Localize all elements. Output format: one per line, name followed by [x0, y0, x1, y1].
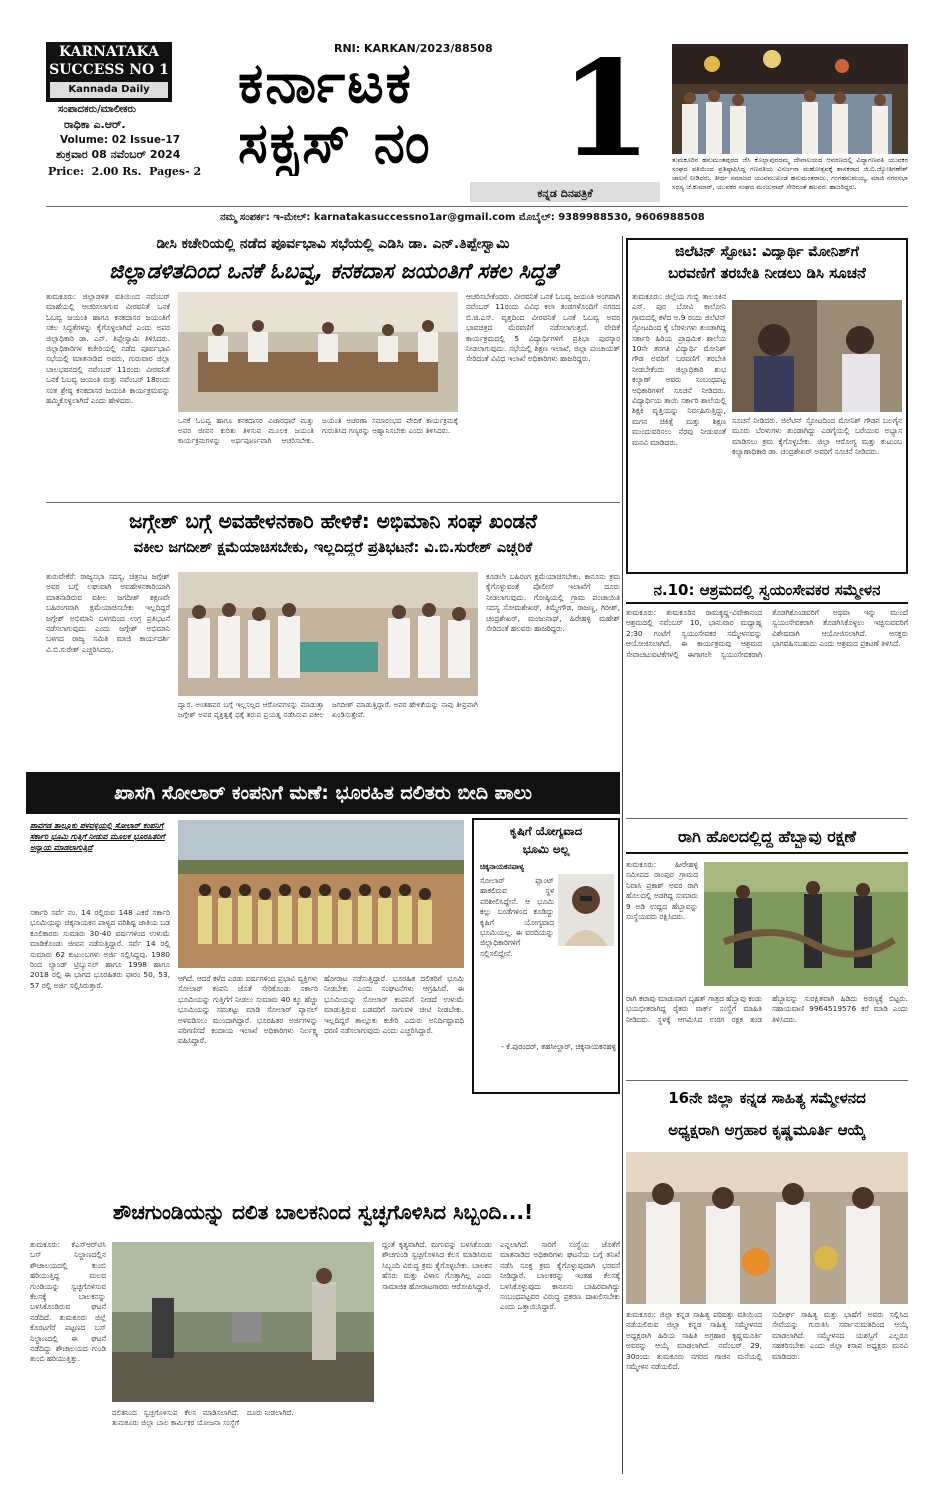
story-gelatin-blast: [626, 238, 908, 574]
paper-subtitle-text: ಕನ್ನಡ ದಿನಪತ್ರಿಕೆ: [537, 187, 593, 200]
story1-photo: [178, 292, 458, 412]
story7-headline-line2: ಅಧ್ಯಕ್ಷರಾಗಿ ಅಗ್ರಹಾರ ಕೃಷ್ಣಮೂರ್ತಿ ಆಯ್ಕೆ: [668, 1121, 866, 1139]
story6-headline: ರಾಗಿ ಹೊಲದಲ್ಲಿದ್ದ ಹೆಬ್ಬಾವು ರಕ್ಷಣೆ: [626, 822, 908, 854]
story8-col2: ದ್ದಂತೆ ಕೃತ್ಯವಾಗಿದೆ. ಮಗುವನ್ನು ಬಳಸಿಕೊಂಡು ಶೌಚಗುಂಡಿ ಸ್ವಚ್ಛಗೊಳಿಸಿದ ಕೆಲಸ ಮಾಡಿಸಿರುವ ಸಿಬ್ಬಂದಿ ವಿರುದ್ಧ ಕ್ರಮ ಕೈಗೊಳ್ಳಬೇಕು. ಬಾಲಕನ ಹೆಸರು ಮತ್ತು ವಿಳಾಸ ಗೊತ್ತಾಗಿಲ್ಲ ಎಂದು ಸಾಮಾಜಿಕ ಹೋರಾಟಗಾರರು ಆರೋಪಿಸಿದ್ದಾರೆ.: [382, 1240, 492, 1291]
masthead: [0, 0, 945, 223]
box-land-text: ಸೋಲಾರ್ ಪ್ಲಾಂಟ್ ಹಾಕಲಿರುವ ಸ್ಥಳ ಪರಿಶೀಲಿಸಿದ್ದೇನೆ. ಆ ಭೂಮಿ ಕಲ್ಲು ಬಂಡೆಗಳಿಂದ ಕೂಡಿದ್ದು ಕೃಷಿಗೆ ಯೋಗ್ಯವಾದ ಭೂಮಿಯಲ್ಲ. ಈ ವರದಿಯನ್ನು ಜಿಲ್ಲಾಧಿಕಾರಿಗಳಿಗೆ ಸಲ್ಲಿಸಲಿದ್ದೇನೆ.: [480, 876, 554, 958]
section-rule-1: [46, 502, 620, 503]
box-land-signature: - ಕೆ.ಪುರಂದರ್, ತಹಸೀಲ್ದಾರ್, ಚಿಕ್ಕನಾಯಕನಹಳ್ಳಿ: [501, 1042, 616, 1051]
story1-col-right: ಆಚರಿಸಬೇಕೆಂದರು. ವೀರವನಿತೆ ಒನಕೆ ಓಬವ್ವ ಜಯಂತಿ ಅಂಗವಾಗಿ ನವೆಂಬರ್ 11ರಂದು ವಿವಿಧ ಕಲಾ ತಂಡಗಳೊಂದಿಗೆ ನಗರದ ಬಿ.ಜಿ.ಎಸ್. ವೃತ್ತದಿಂದ ವೀರವನಿತೆ ಒನಕೆ ಓಬವ್ವ ಅವರ ಭಾವಚಿತ್ರದ ಮೆರವಣಿಗೆ ನಡೆಸಲಾಗುತ್ತದೆ. ವೇದಿಕೆ ಕಾರ್ಯಕ್ರಮದಲ್ಲಿ 5 ವಿದ್ಯಾರ್ಥಿಗಳಿಗೆ ಪ್ರತಿಭಾ ಪುರಸ್ಕಾರ ನೀಡಲಾಗುವುದು. ಸಭೆಯಲ್ಲಿ ಶಿಕ್ಷಣ ಇಲಾಖೆ, ಜಿಲ್ಲಾ ಪಂಚಾಯತ್ ಸೇರಿದಂತೆ ವಿವಿಧ ಇಲಾಖೆ ಅಧಿಕಾರಿಗಳು ಹಾಜರಿದ್ದರು.: [466, 292, 620, 364]
story6-photo: [704, 862, 908, 986]
editor-name: ರಾಧಿಕಾ ಎ.ಆರ್.: [64, 118, 126, 131]
story7-col1: ತುಮಕೂರು: ಜಿಲ್ಲಾ ಕನ್ನಡ ಸಾಹಿತ್ಯ ಪರಿಷತ್ತು ವತಿಯಿಂದ ನಡೆಯಲಿರುವ ಜಿಲ್ಲಾ ಕನ್ನಡ ಸಾಹಿತ್ಯ ಸಮ್ಮೇಳನದ ಅಧ್ಯಕ್ಷರಾಗಿ ಹಿರಿಯ ಸಾಹಿತಿ ಅಗ್ರಹಾರ ಕೃಷ್ಣಮೂರ್ತಿ ಅವರನ್ನು ಆಯ್ಕೆ ಮಾಡಲಾಗಿದೆ. ನವೆಂಬರ್ 29, 30ರಂದು ತುಮಕೂರು ನಗರದ ಗಾಜಿನ ಮನೆಯಲ್ಲಿ ಸಮ್ಮೇಳನ ನಡೆಯಲಿದೆ.: [626, 1310, 762, 1372]
story5-col3: ಹೋರಾಟ ನಡೆಸುತ್ತಿದ್ದಾರೆ. ಭೂರಹಿತ ದಲಿತರಿಗೆ ಭೂಮಿ ನೀಡಬೇಕು ಎಂದು ಸಂಘಟನೆಗಳು ಆಗ್ರಹಿಸಿವೆ. ಈ ಭೂಮಿಯನ್ನು ಸೋಲಾರ್ ಕಂಪನಿಗೆ ನೀಡದೆ ಉಳುಮೆ ಮಾಡುತ್ತಿರುವ ಬಡವರಿಗೆ ಸಾಗುವಳಿ ಚೀಟಿ ನೀಡಬೇಕು. ಇಲ್ಲದಿದ್ದರೆ ತಾಲ್ಲೂಕು ಕಚೇರಿ ಎದುರು ಅನಿರ್ದಿಷ್ಟಾವಧಿ ಧರಣಿ ನಡೆಸಲಾಗುವುದು ಎಂದು ಎಚ್ಚರಿಸಿದ್ದಾರೆ.: [324, 974, 464, 1036]
story1-kicker: ಡೀಸಿ ಕಚೇರಿಯಲ್ಲಿ ನಡೆದ ಪೂರ್ವಭಾವಿ ಸಭೆಯಲ್ಲಿ ಎಡಿಸಿ ಡಾ. ಎನ್.ತಿಪ್ಪೇಸ್ವಾಮಿ: [156, 236, 510, 252]
story2-photo: [732, 300, 902, 412]
tahsildar-portrait: [558, 874, 614, 946]
story2-headline: ಬರವಣಿಗೆ ತರಬೇತಿ ನೀಡಲು ಡಿಸಿ ಸೂಚನೆ: [668, 264, 866, 282]
story4-text: ತುಮಕೂರು: ತುಮಕೂರಿನ ರಾಮಕೃಷ್ಣ-ವಿವೇಕಾನಂದ ಆಶ್ರಮದಲ್ಲಿ ನವೆಂಬರ್ 10, ಭಾನುವಾರ ಮಧ್ಯಾಹ್ನ 2:30 ಗಂಟೆಗೆ ಸ್ವಯಂಸೇವಕರ ಸಮ್ಮೇಳನವನ್ನು ಆಯೋಜಿಸಲಾಗಿದೆ. ಈ ಕಾರ್ಯಕ್ರಮವು ಆಶ್ರಮದ ಸೇವಾಚಟುವಟಿಕೆಗಳಲ್ಲಿ ಈಗಾಗಲೇ ಸ್ವಯಂಸೇವಕರಾಗಿ ತೊಡಗಿಕೊಂಡವರಿಗೆ ಅಥವಾ ಇನ್ನು ಮುಂದೆ ಸ್ವಯಂಸೇವಕರಾಗಿ ತೊಡಗಿಸಿಕೊಳ್ಳಲು ಇಚ್ಛಿಸುವವರಿಗೆ ವಿಶೇಷವಾಗಿ ಆಯೋಜಿಸಲಾಗಿದೆ. ಆಸಕ್ತರು ಭಾಗವಹಿಸಬಹುದು ಎಂದು ಆಶ್ರಮದ ಪ್ರಕಟಣೆ ತಿಳಿಸಿದೆ.: [626, 608, 908, 659]
story5-banner: [26, 772, 620, 814]
story-jaggesh-remark: [46, 506, 620, 768]
story-literary-conference: [626, 1084, 908, 1474]
box-not-cultivable: [472, 818, 620, 1094]
story6-col-bottom: ರಾಗಿ ಕಟಾವು ಮಾಡುವಾಗ ಬೃಹತ್ ಗಾತ್ರದ ಹೆಬ್ಬಾವು ಕಂಡು ಭಯಭೀತರಾಗಿದ್ದ ರೈತರು ವಾರ್ಕ್ ಸಂಸ್ಥೆಗೆ ಮಾಹಿತಿ ನೀಡಿದರು. ಸ್ಥಳಕ್ಕೆ ಆಗಮಿಸಿದ ಉರಗ ರಕ್ಷಕ ತಂಡ ಹೆಬ್ಬಾವನ್ನು ಸುರಕ್ಷಿತವಾಗಿ ಹಿಡಿದು ಅರಣ್ಯಕ್ಕೆ ಬಿಟ್ಟರು. ಸಹಾಯವಾಣಿ 9964519576 ಕರೆ ಮಾಡಿ ಎಂದು ತಿಳಿಸಿದರು.: [626, 994, 908, 1024]
story2-kicker: ಜಿಲೆಟಿನ್ ಸ್ಫೋಟ: ವಿದ್ಯಾರ್ಥಿ ಮೋನಿಶ್‌ಗೆ: [675, 244, 859, 260]
story8-photo: [112, 1242, 374, 1402]
story3-col1: ತುರುವೇಕೆರೆ: ರಾಜ್ಯಸಭಾ ಸದಸ್ಯ, ಚಿತ್ರನಟ ಜಗ್ಗೇಶ್ ಅವರ ಬಗ್ಗೆ ಲಘುವಾಗಿ ಅವಹೇಳನಕಾರಿಯಾಗಿ ಮಾತನಾಡಿರುವ ವಕೀಲ ಜಗದೀಶ್ ತಕ್ಷಣವೇ ಬಹಿರಂಗವಾಗಿ ಕ್ಷಮೆಯಾಚಿಸಬೇಕು ಇಲ್ಲದಿದ್ದರೆ ಜಗ್ಗೇಶ್ ಅಭಿಮಾನಿ ಬಳಗದಿಂದ ಉಗ್ರ ಪ್ರತಿಭಟನೆ ನಡೆಸಲಾಗುವುದು ಎಂದು ಜಗ್ಗೇಶ್ ಅಭಿಮಾನಿ ಬಳಗದ ರಾಜ್ಯ ಸಮಿತಿ ಮಾಜಿ ಕಾರ್ಯದರ್ಶಿ ವಿ.ಬಿ.ಸುರೇಶ್ ಎಚ್ಚರಿಸಿದರು.: [46, 572, 170, 654]
story-toilet-pit: [26, 1194, 620, 1474]
paper-subtitle: [470, 182, 660, 202]
section-rule-2: [626, 818, 908, 819]
story2-col2: ಸೂಚನೆ ನೀಡಿದರು. ಜಿಲೆಟಿನ್ ಸ್ಫೋಟದಿಂದ ಮೋನಿಶ್ ಗೌಡನ ಬಲಗೈನ ಮೂರು ಬೆರಳುಗಳು ತುಂಡಾಗಿದ್ದು ಎಡಗೈಯಲ್ಲಿ ಬರೆಯುವ ಅಭ್ಯಾಸ ಮಾಡಿಸಲು ಕ್ರಮ ಕೈಗೊಳ್ಳಬೇಕು. ಜಿಲ್ಲಾ ಆರೋಗ್ಯ ಮತ್ತು ಕುಟುಂಬ ಕಲ್ಯಾಣಾಧಿಕಾರಿ ಡಾ. ಚಂದ್ರಶೇಖರ್ ಅವರಿಗೆ ಸೂಚನೆ ನೀಡಿದರು.: [732, 416, 902, 457]
issue-date: ಶುಕ್ರವಾರ 08 ನವೆಂಬರ್ 2024: [56, 148, 181, 161]
rni-number: RNI: KARKAN/2023/88508: [334, 42, 493, 55]
story8-photo-caption: ದಲಿತನಿಂದ ಸ್ವಚ್ಛಗೊಳಿಸುವ ಕೆಲಸ ಮಾಡಿಸಲಾಗಿದೆ. ತುಮಕೂರು ಜಿಲ್ಲಾ ಬಾಲ ಕಾರ್ಮಿಕರ ಯೋಜನಾ ಸಂಸ್ಥೆಗೆ ದೂರು ನೀಡಲಾಗಿದೆ.: [112, 1408, 294, 1427]
section-rule-3: [626, 1080, 908, 1081]
story5-col1: ಸರ್ಕಾರಿ ಸರ್ವೆ ನಂ. 14 ರಲ್ಲಿರುವ 148 ಎಕರೆ ಸರ್ಕಾರಿ ಭೂಮಿಯನ್ನು ಚಿಕ್ಕನಾಯಕನ ಪಾಳ್ಯದ ಪರಿಶಿಷ್ಟ ಜಾತಿಯ ಬಡ ಕೂಲಿಕಾರರು ಸುಮಾರು 30-40 ವರ್ಷಗಳಿಂದ ಉಳುಮೆ ಮಾಡಿಕೊಂಡು ಜೀವನ ನಡೆಸುತ್ತಿದ್ದಾರೆ. ಸರ್ವೆ 14 ರಲ್ಲಿ ಸುಮಾರು 62 ಕುಟುಂಬಗಳು ಅರ್ಜಿ ಸಲ್ಲಿಸಿದ್ದವು. 1980 ರಿಂದ ಲ್ಯಾಂಡ್ ಟ್ರಿಬ್ಯುನಲ್ ಹಾಗೂ 1998 ಹಾಗೂ 2018 ರಲ್ಲಿ ಈ ಭಾಗದ ಭೂರಹಿತರು ಫಾರಂ 50, 53, 57 ರಲ್ಲಿ ಅರ್ಜಿ ಸಲ್ಲಿಸಿರುತ್ತಾರೆ.: [30, 908, 170, 990]
story1-col1: ತುಮಕೂರು: ಜಿಲ್ಲಾಡಳಿತ ವತಿಯಿಂದ ನವೆಂಬರ್ ಮಾಹೆಯಲ್ಲಿ ಆಚರಿಸಲಾಗುವ ವೀರವನಿತೆ ಒನಕೆ ಓಬವ್ವ ಜಯಂತಿ ಹಾಗೂ ಕನಕದಾಸರ ಜಯಂತಿಗೆ ಸಕಲ ಸಿದ್ಧತೆಗಳನ್ನು ಕೈಗೊಳ್ಳಲಾಗಿದೆ ಎಂದು ಅಪರ ಜಿಲ್ಲಾಧಿಕಾರಿ ಡಾ. ಎನ್. ತಿಪ್ಪೇಸ್ವಾಮಿ ತಿಳಿಸಿದರು. ಜಿಲ್ಲಾಧಿಕಾರಿಗಳ ಕಚೇರಿಯಲ್ಲಿ ನಡೆದ ಪೂರ್ವಭಾವಿ ಸಭೆಯಲ್ಲಿ ಮಾತನಾಡಿದ ಅವರು, ಗುರುವಾರ ಜಿಲ್ಲಾ ಬಾಲಭವನದಲ್ಲಿ ನವೆಂಬರ್ 11ರಂದು ವೀರವನಿತೆ ಒನಕೆ ಓಬವ್ವ ಜಯಂತಿ ಮತ್ತು ನವೆಂಬರ್ 18ರಂದು ಸಂತ ಶ್ರೇಷ್ಠ ಕನಕದಾಸರ ಜಯಂತಿ ಕಾರ್ಯಕ್ರಮವನ್ನು ಹಮ್ಮಿಕೊಳ್ಳಲಾಗಿದೆ ಎಂದು ಹೇಳಿದರು.: [46, 292, 170, 406]
masthead-badge: [46, 42, 172, 102]
price-pages: Price: 2.00 Rs. Pages- 2: [48, 165, 202, 178]
story8-col1: ತುಮಕೂರು: ಕೆಎಸ್‌ಆರ್‌ಟಿಸಿ ಬಸ್ ನಿಲ್ದಾಣದಲ್ಲಿನ ಶೌಚಾಲಯದಲ್ಲಿ ತುಂಬಿ ಹರಿಯುತ್ತಿದ್ದ ಮಲದ ಗುಂಡಿಯನ್ನು ಸ್ವಚ್ಛಗೊಳಿಸುವ ಕೆಲಸಕ್ಕೆ ಬಾಲಕನನ್ನು ಬಳಸಿಕೊಂಡಿರುವ ಘಟನೆ ನಡೆದಿದೆ. ತುಮಕೂರು ಜಿಲ್ಲೆ ಕೊರಟಗೆರೆ ಪಟ್ಟಣದ ಬಸ್ ನಿಲ್ದಾಣದಲ್ಲಿ ಈ ಘಟನೆ ನಡೆದಿದ್ದು ಶೌಚಾಲಯದ ಗುಂಡಿ ತುಂಬಿ ಹರಿಯುತ್ತಿತ್ತು.: [30, 1240, 106, 1364]
story-volunteers-meet: [626, 578, 908, 818]
story1-headline: ಜಿಲ್ಲಾಡಳಿತದಿಂದ ಒನಕೆ ಓಬವ್ವ, ಕನಕದಾಸ ಜಯಂತಿಗೆ ಸಕಲ ಸಿದ್ಧತೆ: [108, 259, 558, 283]
story5-lede: ಪಾವಗಡ ತಾಲ್ಲೂಕು ಪಳವಳ್ಳಿಯಲ್ಲಿ ಸೋಲಾರ್ ಕಂಪನಿಗೆ ಸರ್ಕಾರಿ ಭೂಮಿ ಗುತ್ತಿಗೆ ನೀಡುವ ಮೂಲಕ ಭೂರಹಿತರಿಗೆ ಅನ್ಯಾಯ ಮಾಡಲಾಗುತ್ತಿದೆ: [30, 821, 165, 852]
column-rule-1: [622, 236, 623, 1474]
story7-headline-line1: 16ನೇ ಜಿಲ್ಲಾ ಕನ್ನಡ ಸಾಹಿತ್ಯ ಸಮ್ಮೇಳನದ: [668, 1089, 866, 1107]
story3-photo: [178, 572, 478, 696]
story4-headline: ನ.10: ಆಶ್ರಮದಲ್ಲಿ ಸ್ವಯಂಸೇವಕರ ಸಮ್ಮೇಳನ: [626, 578, 908, 604]
paper-title-number: 1: [560, 40, 652, 180]
story7-photo: [626, 1152, 908, 1304]
story8-col3: ಎನ್ನಲಾಗಿದೆ. ಸಾರಿಗೆ ಸಂಸ್ಥೆಯ ಜೊತೆಗೆ ಮಾತನಾಡಿದ ಅಧಿಕಾರಿಗಳು ಘಟನೆಯ ಬಗ್ಗೆ ತನಿಖೆ ನಡೆಸಿ ಸೂಕ್ತ ಕ್ರಮ ಕೈಗೊಳ್ಳುವುದಾಗಿ ಭರವಸೆ ನೀಡಿದ್ದಾರೆ. ಬಾಲಕರನ್ನು ಇಂತಹ ಕೆಲಸಕ್ಕೆ ಬಳಸಿಕೊಳ್ಳುವುದು ಕಾನೂನು ಬಾಹಿರವಾಗಿದ್ದು ಸಂಬಂಧಪಟ್ಟವರ ವಿರುದ್ಧ ಪ್ರಕರಣ ದಾಖಲಿಸಬೇಕು ಎಂದು ಒತ್ತಾಯಿಸಿದ್ದಾರೆ.: [500, 1240, 620, 1312]
badge-success: SUCCESS NO 1: [49, 62, 169, 78]
top-news-caption: ತುಮಕೂರಿನ ಹನುಮಂತಪುರದ ಜೆಸಿ ಕೊಲ್ಲಾಪುರದಮ್ಮ ದೇವಾಲಯದ ಆವರಣದಲ್ಲಿ ವಿದ್ಯಾಗಣಪತಿ ಯುವಕರ ಸಂಘದ ವತಿಯಿಂದ ಪ್ರತಿಷ್ಠಾಪಿಸಿದ್ದ ಗಣಪತಿಯ ವಿಸರ್ಜನಾ ಮಹೋತ್ಸವಕ್ಕೆ ಶಾಸಕರಾದ ಜಿ.ಬಿ.ಜ್ಯೋತಿಗಣೇಶ್ ಚಾಲನೆ ನೀಡಿದರು. ತೀರ್ಥ ಸಮಾಜದ ಯುವಮುಖಂಡ ಹನುಮಂತರಾಜು, ಗಂಗಹನುಮಯ್ಯ, ಮಾಜಿ ನಗರಸಭಾ ಸದಸ್ಯ ಜೆ.ಕುಮಾರ್, ಯುವಕರ ಸಂಘದ ಮಂಜುನಾಥ್ ಸೇರಿದಂತೆ ಹಲವರು ಹಾಜರಿದ್ದರು.: [672, 156, 908, 191]
story3-headline: ಜಗ್ಗೇಶ್ ಬಗ್ಗೆ ಅವಹೇಳನಕಾರಿ ಹೇಳಿಕೆ: ಅಭಿಮಾನಿ ಸಂಘ ಖಂಡನೆ: [128, 509, 538, 533]
story6-col1: ತುಮಕೂರು: ಹೀರೇಹಳ್ಳಿ ಸಮೀಪದ ರಾಂಪುರ ಗ್ರಾಮದ ನಿವಾಸಿ ಪ್ರಕಾಶ್ ಅವರ ರಾಗಿ ಹೊಲದಲ್ಲಿ ಅಡಗಿದ್ದ ಸುಮಾರು 9 ಅಡಿ ಉದ್ದದ ಹೆಬ್ಬಾವನ್ನು ಸಂಸ್ಥೆಯವರು ರಕ್ಷಿಸಿದರು.: [626, 860, 698, 922]
top-news-photo: [672, 44, 908, 154]
masthead-rule: [46, 206, 908, 207]
story2-col1: ತುಮಕೂರು: ಜಿಲ್ಲೆಯ ಗುಬ್ಬಿ ತಾಲೂಕಿನ ಎಸ್. ಪುರ ಬೋವಿ ಕಾಲೋನಿ ಗ್ರಾಮದಲ್ಲಿ ಕಳೆದ ಅ.9 ರಂದು ಜಿಲೆಟಿನ್ ಸ್ಫೋಟದಿಂದ ಕೈ ಬೆರಳುಗಳು ತುಂಡಾಗಿದ್ದ ಸರ್ಕಾರಿ ಹಿರಿಯ ಪ್ರಾಥಮಿಕ ಶಾಲೆಯ 10ನೇ ತರಗತಿ ವಿದ್ಯಾರ್ಥಿ ಮೋನಿಶ್ ಗೌಡ ಅವರಿಗೆ ಬರವಣಿಗೆ ತರಬೇತಿ ನೀಡಬೇಕೆಂದು ಜಿಲ್ಲಾಧಿಕಾರಿ ಶುಭ ಕಲ್ಯಾಣ್ ಅವರು ಸಂಬಂಧಪಟ್ಟ ಅಧಿಕಾರಿಗಳಿಗೆ ಸೂಚನೆ ನೀಡಿದರು. ವಿದ್ಯಾರ್ಥಿಯ ತಾಯಿ ಸರ್ಕಾರಿ ಶಾಲೆಯಲ್ಲಿ ಶಿಕ್ಷಕಿ ವೃತ್ತಿಯನ್ನು ನಿರ್ವಹಿಸುತ್ತಿದ್ದು, ಮಗನ ಚಿಕಿತ್ಸೆ ಮತ್ತು ಶಿಕ್ಷಣ ಮುಂದುವರಿಸಲು ನೆರವು ನೀಡುವಂತೆ ಮನವಿ ಮಾಡಿದರು.: [632, 292, 726, 447]
story1-photo-caption: ಒನಕೆ ಓಬವ್ವ ಹಾಗೂ ಕನಕದಾಸರ ವಿಚಾರಧಾರೆ ಮತ್ತು ಅವರ ಜೀವನ ಕುರಿತು ತಿಳಿಸುವ ಮೂಲಕ ಜಯಂತಿ ಕಾರ್ಯಕ್ರಮಗಳನ್ನು ಅರ್ಥಪೂರ್ಣವಾಗಿ ಆಚರಿಸಬೇಕು. ಜಯಂತಿ ಆಚರಣಾ ಸಮಾರಂಭದ ವೇದಿಕೆ ಕಾರ್ಯಕ್ರಮಕ್ಕೆ ಗುರುತಿಸಿದ ಗಣ್ಯರನ್ನು ಆಹ್ವಾನಿಸಬೇಕು ಎಂದು ತಿಳಿಸಿದರು.: [178, 416, 458, 445]
contact-line: ನಮ್ಮ ಸಂಪರ್ಕ: ಇ-ಮೇಲ್: karnatakasuccessno1ar@gmail.com ಮೊಬೈಲ್: 9389988530, 9606988508: [220, 212, 705, 223]
badge-daily: Kannada Daily: [50, 82, 168, 98]
story-python-rescue: [626, 822, 908, 1080]
box-land-title2: ಭೂಮಿ ಅಲ್ಲ: [522, 842, 570, 856]
story-district-preparations: [46, 236, 620, 498]
story7-col2: ಸುದೀರ್ಘ ಸಾಹಿತ್ಯ ಮತ್ತು ಭಾಷೆಗೆ ಅವರು ಸಲ್ಲಿಸಿದ ಸೇವೆಯನ್ನು ಗುರುತಿಸಿ ಸರ್ವಾನುಮತದಿಂದ ಆಯ್ಕೆ ಮಾಡಲಾಗಿದೆ. ಸಮ್ಮೇಳನದ ಯಶಸ್ವಿಗೆ ಎಲ್ಲರೂ ಸಹಕರಿಸಬೇಕು ಎಂದು ಜಿಲ್ಲಾ ಕಸಾಪ ಅಧ್ಯಕ್ಷರು ಮನವಿ ಮಾಡಿದರು.: [772, 1310, 908, 1361]
box-land-byline: ಚಿಕ್ಕನಾಯಕನಪಾಳ್ಯ: [480, 862, 525, 871]
story3-col-right: ಕೂಡಲೇ ಬಹಿರಂಗ ಕ್ಷಮೆಯಾಚಿಸಬೇಕು. ಕಾನೂನು ಕ್ರಮ ಕೈಗೊಳ್ಳುವಂತೆ ಪೊಲೀಸ್ ಇಲಾಖೆಗೆ ದೂರು ನೀಡಲಾಗುವುದು. ಗೋಷ್ಠಿಯಲ್ಲಿ ಗ್ರಾಮ ಪಂಚಾಯಿತಿ ಸದಸ್ಯ ಸೋಮಶೇಖರ್, ತಿಮ್ಮೇಗೌಡ, ರಾಜಣ್ಣ, ಗಿರೀಶ್, ಚಂದ್ರಶೇಖರ್, ಮಂಜುನಾಥ್, ಹಿರೇಹಳ್ಳಿ ಮಹೇಶ್ ಸೇರಿದಂತೆ ಹಲವರು ಹಾಜರಿದ್ದರು.: [486, 572, 620, 634]
box-land-title1: ಕೃಷಿಗೆ ಯೋಗ್ಯವಾದ: [509, 824, 583, 838]
volume-issue: Volume: 02 Issue-17: [60, 134, 180, 146]
story5-photo: [178, 820, 464, 968]
story-solar-company: [26, 818, 620, 1190]
badge-karnataka: KARNATAKA: [59, 44, 159, 60]
story5-col2: ಆಗಿದೆ. ಆದರೆ ಕಳೆದ ಎರಡು ವರ್ಷಗಳಿಂದ ಪ್ರಭಾವಿ ವ್ಯಕ್ತಿಗಳು ಸೋಲಾರ್ ಕಂಪನಿ ಜೊತೆ ಸೇರಿಕೊಂಡು ಸರ್ಕಾರಿ ಭೂಮಿಯನ್ನು ಗುತ್ತಿಗೆಗೆ ನೀಡಲು ಸುಮಾರು 40 ಕ್ಕೂ ಹೆಚ್ಚು ಭೂಮಿಯನ್ನು ಸಮತಟ್ಟು ಮಾಡಿ ಸೋಲಾರ್ ಪ್ಯಾನಲ್ ಅಳವಡಿಸಲು ಮುಂದಾಗಿದ್ದಾರೆ. ಭೂರಹಿತರ ಅರ್ಜಿಗಳನ್ನು ಪರಿಗಣಿಸದೆ ಕಂದಾಯ ಇಲಾಖೆ ಅಧಿಕಾರಿಗಳು ನಿರ್ಲಕ್ಷ್ಯ ವಹಿಸಿದ್ದಾರೆ.: [178, 974, 318, 1046]
editor-label: ಸಂಪಾದಕರು/ಮಾಲೀಕರು: [58, 104, 137, 115]
paper-title-line1: ಕರ್ನಾಟಕ: [238, 52, 413, 116]
story3-photo-caption: ದ್ವಾರ. ಅಂತಹವರ ಬಗ್ಗೆ ಇಲ್ಲಸಲ್ಲದ ಆರೋಪಗಳನ್ನು ಮಾಡುತ್ತಾ ಜಗ್ಗೇಶ್ ಅವರ ವ್ಯಕ್ತಿತ್ವಕ್ಕೆ ಧಕ್ಕೆ ತರುವ ಪ್ರಯತ್ನ ನಡೆಸಿರುವ ವಕೀಲ ಜಗದೀಶ್ ಮಾಡುತ್ತಿದ್ದಾರೆ. ಅವರ ಹೇಳಿಕೆಯನ್ನು ನಾವು ತೀವ್ರವಾಗಿ ಖಂಡಿಸುತ್ತೇವೆ.: [178, 700, 478, 719]
paper-title-line2: ಸಕ್ಸಸ್ ನಂ: [238, 112, 432, 176]
story8-headline: ಶೌಚಗುಂಡಿಯನ್ನು ದಲಿತ ಬಾಲಕನಿಂದ ಸ್ವಚ್ಛಗೊಳಿಸಿದ ಸಿಬ್ಬಂದಿ...!: [112, 1200, 534, 1224]
story5-headline: ಖಾಸಗಿ ಸೋಲಾರ್ ಕಂಪನಿಗೆ ಮಣೆ: ಭೂರಹಿತ ದಲಿತರು ಬೀದಿ ಪಾಲು: [114, 782, 532, 804]
story3-subhead: ವಕೀಲ ಜಗದೀಶ್ ಕ್ಷಮೆಯಾಚಿಸಬೇಕು, ಇಲ್ಲದಿದ್ದರೆ ಪ್ರತಿಭಟನೆ: ವಿ.ಬಿ.ಸುರೇಶ್ ಎಚ್ಚರಿಕೆ: [133, 540, 533, 556]
